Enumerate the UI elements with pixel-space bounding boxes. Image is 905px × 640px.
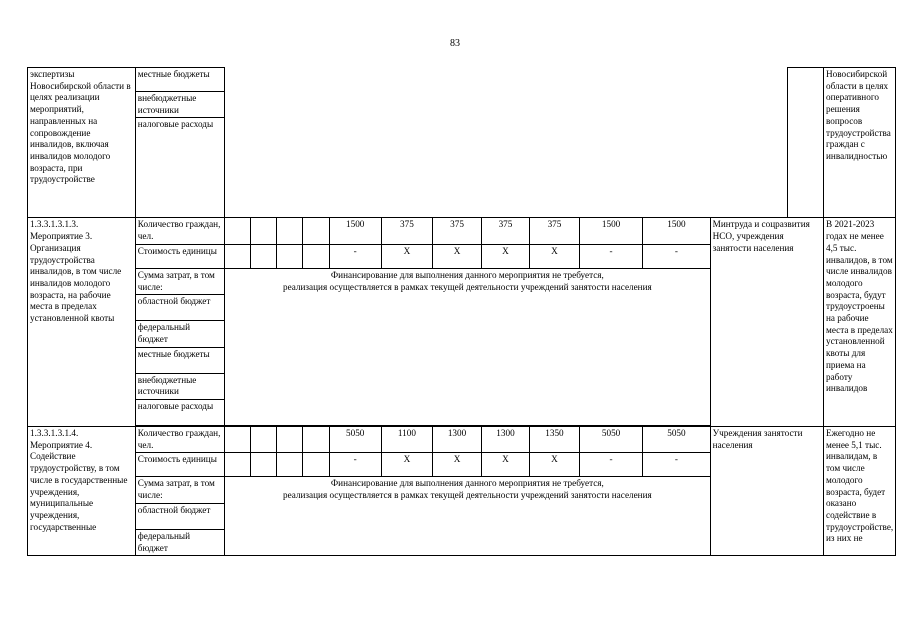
measure-4-qty-label: Количество граждан, чел. bbox=[135, 427, 224, 453]
table-row: 1.3.3.1.3.1.4. Мероприятие 4. Содействие трудоустройству, в том числе в государственные учреждения, муниципальные учреждения, государственные Количество граждан, чел. 5050 1100 1300 1300 1350 5050 5050 Учреждения занятости населения Ежегодно не менее 5,1 тыс. инвалидам, в том числе молодого возраста, будет оказано содействие в трудоустройстве, из них не bbox=[28, 427, 896, 453]
measure-4-cost-label: Стоимость единицы bbox=[135, 453, 224, 477]
measure-4-executor: Учреждения занятости населения bbox=[710, 427, 823, 556]
measure-3-qty-label: Количество граждан, чел. bbox=[135, 218, 224, 244]
page-number: 83 bbox=[450, 38, 460, 49]
measure-3-executor: Минтруда и соцразвития НСО, учреждения занятости населения bbox=[710, 218, 823, 427]
source-tax: налоговые расходы bbox=[135, 118, 224, 142]
measure-4-financing-note: Финансирование для выполнения данного мероприятия не требуется, реализация осуществляется в рамках текущей деятельности учреждений занятости населения bbox=[225, 477, 711, 556]
top-block-executor bbox=[788, 68, 824, 218]
table-row: 1.3.3.1.3.1.3. Мероприятие 3. Организация трудоустройства инвалидов, в том числе инвалидов молодого возраста, на рабочие места в пределах установленной квоты Количество граждан, чел. 1500 375 375 375 375 1500 1500 Минтруда и соцразвития НСО, учреждения занятости населения В 2021-2023 годах не менее 4,5 тыс. инвалидов, в том числе инвалидов молодого возраста, будут трудоустроены на рабочие места в пределах установленной квоты для приема на работу инвалидов bbox=[28, 218, 896, 244]
top-block-name: экспертизы Новосибирской области в целях реализации мероприятий, направленных на сопровождение инвалидов, включая инвалидов молодого возраста, при трудоустройстве bbox=[28, 68, 136, 218]
measure-3-name: 1.3.3.1.3.1.3. Мероприятие 3. Организация трудоустройства инвалидов, в том числе инвалидов молодого возраста, на рабочие места в пределах установленной квоты bbox=[28, 218, 136, 427]
measure-3-cost-label: Стоимость единицы bbox=[135, 244, 224, 268]
source-local: местные бюджеты bbox=[135, 68, 224, 92]
measure-4-result: Ежегодно не менее 5,1 тыс. инвалидам, в том числе молодого возраста, будет оказано содействие в трудоустройстве, из них не bbox=[824, 427, 896, 556]
program-table: экспертизы Новосибирской области в целях реализации мероприятий, направленных на сопровождение инвалидов, включая инвалидов молодого возраста, при трудоустройстве местные бюджеты Новосибирской области в целях оперативного решения вопросов трудоустройства граждан с инвалидностью внебюджетные источники налоговые расходы 1.3.3.1.3.1.3. Мероприятие 3. Организация трудоустройства инвалидов, в том числе инвалидов молодого возраста, на рабочие места в пределах установленной квоты Количество граждан, чел. 1500 375 375 375 375 1500 1500 Минтруда и соцразвития НСО, учреждения занятости населения В 2021-2023 годах не менее 4,5 тыс. инвалидов, в том числе инвалидов молодого возраста, будут трудоустроены на рабочие места в пределах установленной квоты для приема на работу инвалидов Стоимость единицы - X X X X - - Сумма затрат, в том числе: Финансирование для выполнения данного мероприятия не требуется, реализация осуществляется в рамках текущей деятельности учреждений занятости населения областной бюджет федеральный бюджет местные бюджеты внебюджетные источники налоговые расходы 1.3.3.1.3.1.4. Мероприятие 4. Содействие трудоустройству, в том числе в государственные учреждения, муниципальные учреждения, государственные Количество граждан, чел. 5050 1100 1300 1300 1350 5050 5050 Учреждения занятости населения Ежегодно не менее 5,1 тыс. инвалидам, в том числе молодого возраста, будет оказано содействие в трудоустройстве, из них не Стоимость единицы - X X X X - - Сумма затрат, в том числе: Финансирование для выполнения данного мероприятия не требуется, реализация осуществляется в рамках текущей деятельности учреждений занятости населения областной бюджет федеральный бюджет bbox=[27, 67, 896, 556]
source-extra: внебюджетные источники bbox=[135, 92, 224, 118]
top-block-result: Новосибирской области в целях оперативного решения вопросов трудоустройства граждан с инвалидностью bbox=[824, 68, 896, 218]
measure-3-financing-note: Финансирование для выполнения данного мероприятия не требуется, реализация осуществляется в рамках текущей деятельности учреждений занятости населения bbox=[225, 268, 711, 425]
measure-3-result: В 2021-2023 годах не менее 4,5 тыс. инвалидов, в том числе инвалидов молодого возраста, будут трудоустроены на рабочие места в пределах установленной квоты для приема на работу инвалидов bbox=[824, 218, 896, 427]
measure-4-name: 1.3.3.1.3.1.4. Мероприятие 4. Содействие трудоустройству, в том числе в государственные учреждения, муниципальные учреждения, государственные bbox=[28, 427, 136, 556]
